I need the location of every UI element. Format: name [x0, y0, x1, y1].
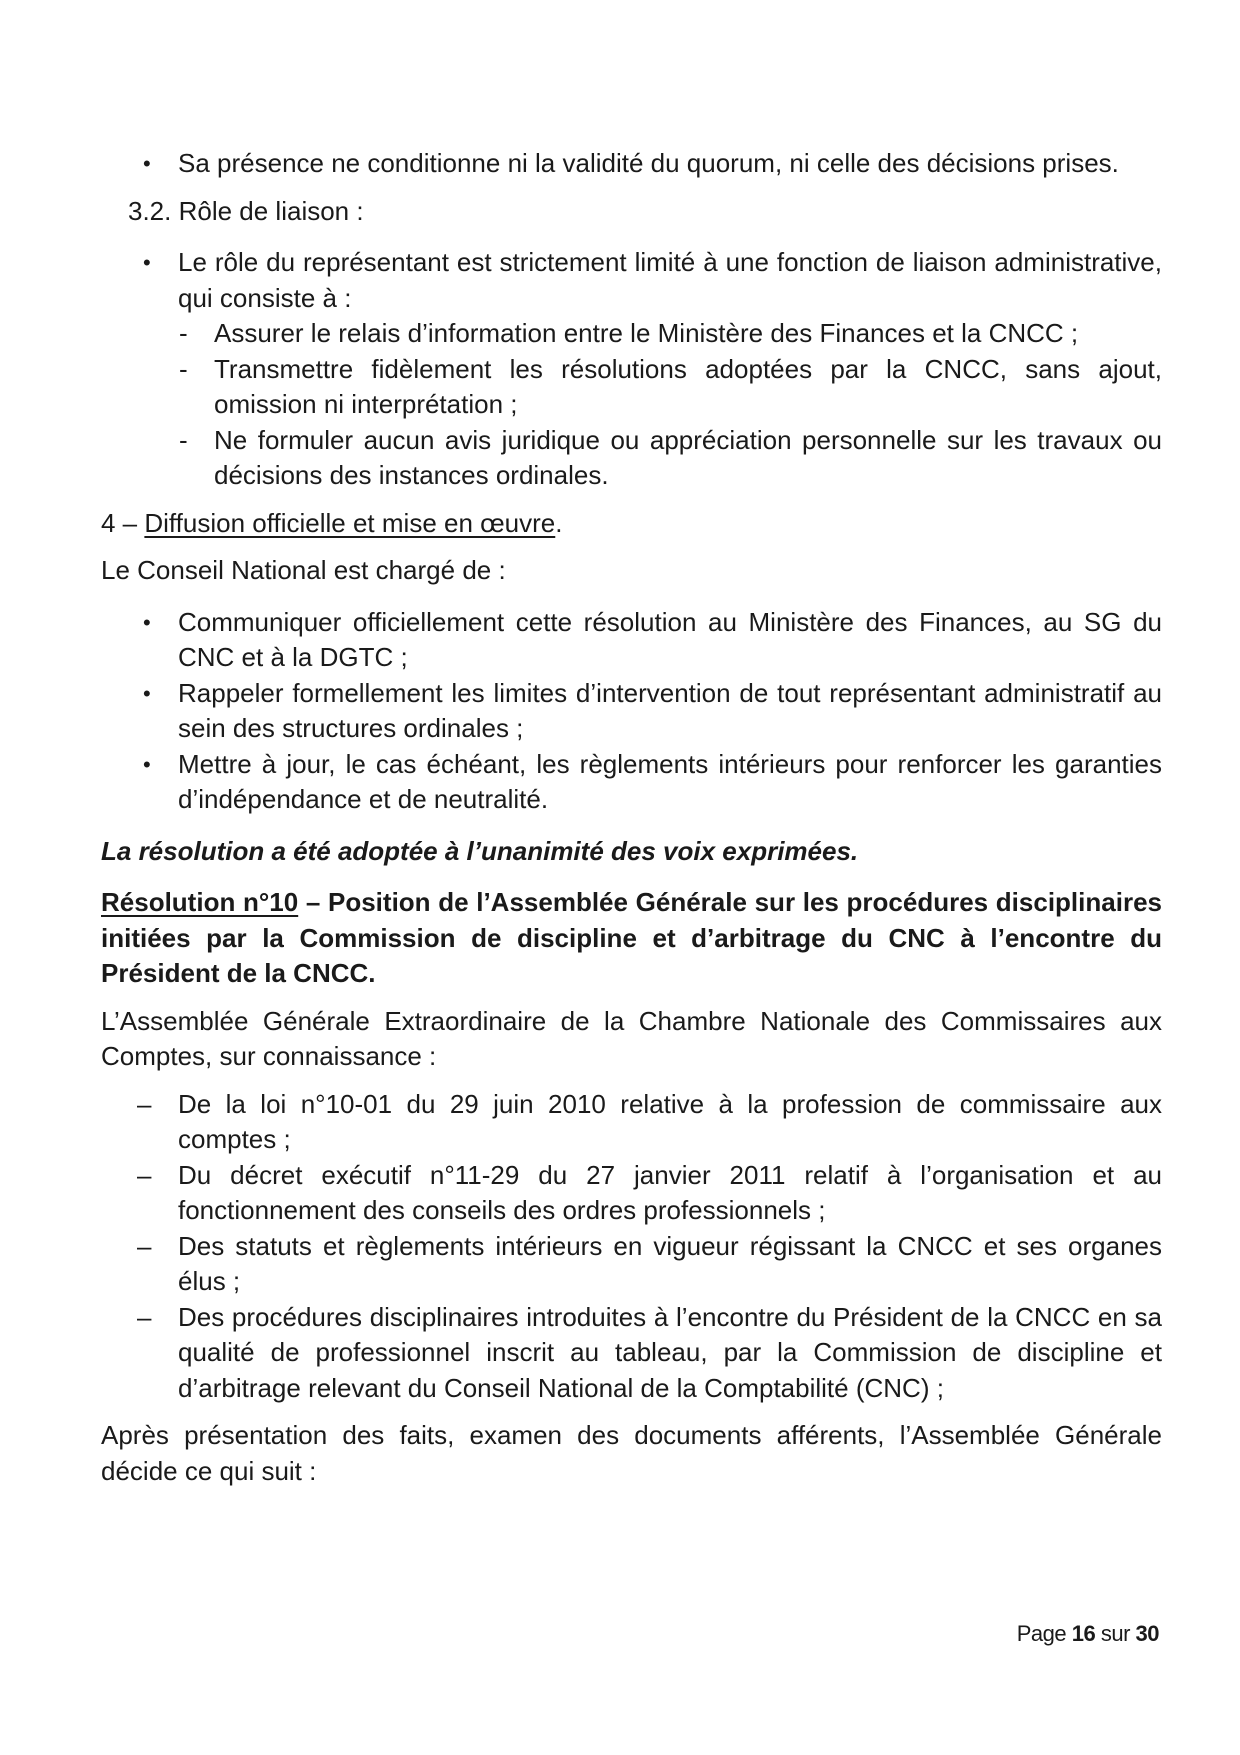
page-number: 16	[1071, 1621, 1096, 1646]
bullet-item: • Mettre à jour, le cas échéant, les règlements intérieurs pour renforcer les garanties d’indépendance et de neutralité.	[101, 747, 1162, 818]
section4-title-end: .	[555, 507, 563, 538]
dash-item: - Ne formuler aucun avis juridique ou appréciation personnelle sur les travaux ou décisions des instances ordinales.	[101, 423, 1162, 494]
bullet-role: • Le rôle du représentant est strictement limité à une fonction de liaison administrative, qui consiste à :	[101, 245, 1162, 316]
bullet-item: • Rappeler formellement les limites d’intervention de tout représentant administratif au sein des structures ordinales ;	[101, 676, 1162, 747]
section4-title: Diffusion officielle et mise en œuvre	[144, 507, 556, 538]
page-of-label: sur	[1095, 1621, 1136, 1646]
section4-intro: Le Conseil National est chargé de :	[101, 555, 506, 585]
resolution-10-label: Résolution n°10	[101, 887, 299, 917]
adoption-statement: La résolution a été adoptée à l’unanimité des voix exprimées.	[101, 835, 859, 866]
dash-item: - Assurer le relais d’information entre le Ministère des Finances et la CNCC ;	[101, 316, 1162, 352]
section4-heading	[101, 506, 1162, 542]
resolution-10-conclusion: Après présentation des faits, examen des documents afférents, l’Assemblée Générale décide ce qui suit :	[101, 1420, 1162, 1486]
heading-role-liaison: 3.2. Rôle de liaison :	[128, 195, 364, 226]
legal-reference-item: – Des statuts et règlements intérieurs en vigueur régissant la CNCC et ses organes élus ;	[101, 1229, 1162, 1300]
section4-number: 4 –	[101, 507, 145, 538]
resolution-10-heading	[101, 885, 1162, 992]
page-label: Page	[1016, 1621, 1072, 1646]
page-content	[101, 146, 1162, 1489]
legal-reference-item: – De la loi n°10-01 du 29 juin 2010 relative à la profession de commissaire aux comptes ;	[101, 1087, 1162, 1158]
page-total: 30	[1135, 1621, 1159, 1646]
resolution-10-title: – Position de l’Assemblée Générale sur les procédures disciplinaires initiées par la Commission de discipline et d’arbitrage du CNC à l’encontre du Président de la CNCC.	[101, 887, 1162, 988]
bullet-presence: • Sa présence ne conditionne ni la validité du quorum, ni celle des décisions prises.	[101, 146, 1162, 182]
dash-item: - Transmettre fidèlement les résolutions adoptées par la CNCC, sans ajout, omission ni interprétation ;	[101, 352, 1162, 423]
legal-reference-item: – Du décret exécutif n°11-29 du 27 janvier 2011 relatif à l’organisation et au fonctionnement des conseils des ordres professionnels ;	[101, 1158, 1162, 1229]
resolution-10-intro: L’Assemblée Générale Extraordinaire de la Chambre Nationale des Commissaires aux Comptes, sur connaissance :	[101, 1005, 1162, 1071]
legal-reference-item: – Des procédures disciplinaires introduites à l’encontre du Président de la CNCC en sa qualité de professionnel inscrit au tableau, par la Commission de discipline et d’arbitrage relevant du Conseil National de la Comptabilité (CNC) ;	[101, 1300, 1162, 1407]
page-number-footer	[1017, 1621, 1159, 1647]
bullet-item: • Communiquer officiellement cette résolution au Ministère des Finances, au SG du CNC et à la DGTC ;	[101, 605, 1162, 676]
